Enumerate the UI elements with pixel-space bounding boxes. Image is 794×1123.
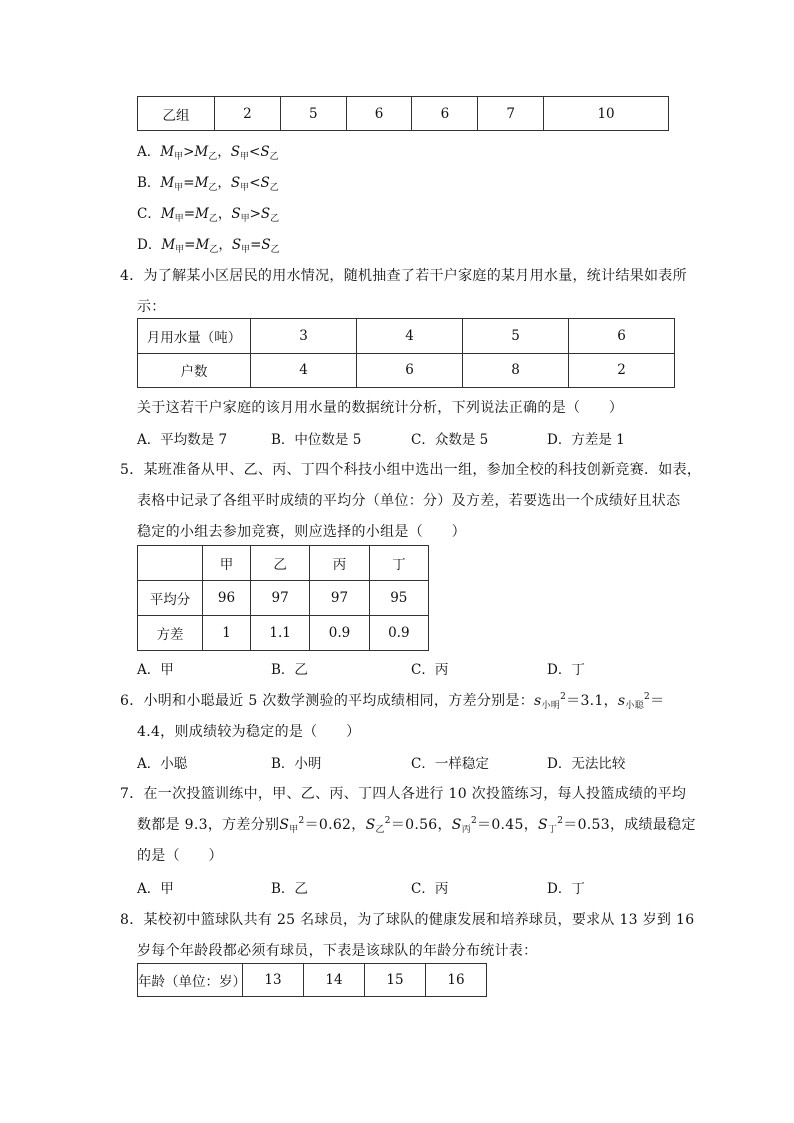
q3-option-d[interactable]: D．$M_甲=M_乙$，$S_甲=S_乙$ xyxy=(137,237,280,255)
table-cell: 96 xyxy=(203,581,251,616)
table-row xyxy=(138,616,429,651)
q5-table xyxy=(137,545,429,651)
q6-option-d[interactable]: D．无法比较 xyxy=(547,756,626,772)
q5-option-d[interactable]: D．丁 xyxy=(547,662,585,678)
table-cell: 0.9 xyxy=(310,616,369,651)
q7-option-d[interactable]: D．丁 xyxy=(547,881,585,897)
table-cell: 方差 xyxy=(138,616,203,651)
q3-option-c[interactable]: C．$M_甲=M_乙$，$S_甲>S_乙$ xyxy=(137,206,280,224)
q4-option-c[interactable]: C．众数是 5 xyxy=(411,432,489,448)
table-cell xyxy=(138,546,203,581)
table-cell: 6 xyxy=(346,97,412,131)
table-cell: 97 xyxy=(250,581,309,616)
table-cell: 5 xyxy=(463,319,569,354)
table-cell: 1 xyxy=(203,616,251,651)
table-cell: 丙 xyxy=(310,546,369,581)
q7-option-c[interactable]: C．丙 xyxy=(411,881,449,897)
table-cell: 10 xyxy=(544,97,669,131)
q4-stem-line2: 示： xyxy=(137,299,166,315)
q4-stem-line1: 4．为了解某小区居民的用水情况，随机抽查了若干户家庭的某月用水量，统计结果如表所 xyxy=(120,268,687,284)
q6-stem-line1: 6．小明和小聪最近 5 次数学测验的平均成绩相同，方差分别是：$s_{小明}^2=3.1$，$s_{小聪}^2=$ xyxy=(120,692,665,711)
q4-question: 关于这若干户家庭的该月用水量的数据统计分析，下列说法正确的是（ ） xyxy=(137,400,624,416)
table-row xyxy=(138,546,429,581)
table-cell: 户数 xyxy=(138,353,251,388)
table-cell: 13 xyxy=(243,964,304,997)
table-cell: 97 xyxy=(310,581,369,616)
table-cell: 7 xyxy=(478,97,544,131)
table-cell: 6 xyxy=(569,319,675,354)
q3-option-a[interactable]: A．$M_甲>M_乙$，$S_甲<S_乙$ xyxy=(137,144,279,162)
table-cell: 4 xyxy=(251,353,357,388)
q7-stem-line1: 7．在一次投篮训练中，甲、乙、丙、丁四人各进行 10 次投篮练习，每人投篮成绩的平均 xyxy=(120,786,687,802)
table-cell: 2 xyxy=(215,97,281,131)
table-cell: 乙组 xyxy=(138,97,215,131)
q4-table xyxy=(137,318,675,388)
table-row xyxy=(138,581,429,616)
q5-option-b[interactable]: B．乙 xyxy=(271,662,308,678)
table-cell: 15 xyxy=(365,964,426,997)
q6-option-b[interactable]: B．小明 xyxy=(271,756,322,772)
table-row xyxy=(138,353,675,388)
table-row xyxy=(138,964,487,997)
table-cell: 6 xyxy=(357,353,463,388)
q4-option-b[interactable]: B．中位数是 5 xyxy=(271,432,362,448)
table-cell: 甲 xyxy=(203,546,251,581)
table-cell: 8 xyxy=(463,353,569,388)
q7-stem-line3: 的是（ ） xyxy=(137,848,223,864)
q6-option-c[interactable]: C．一样稳定 xyxy=(411,756,489,772)
q8-stem-line2: 岁每个年龄段都必须有球员，下表是该球队的年龄分布统计表： xyxy=(137,943,538,959)
q4-option-a[interactable]: A．平均数是 7 xyxy=(137,432,228,448)
q6-option-a[interactable]: A．小聪 xyxy=(137,756,188,772)
table-cell: 乙 xyxy=(250,546,309,581)
table-cell: 3 xyxy=(251,319,357,354)
table-cell: 4 xyxy=(357,319,463,354)
q7-stem-line2: 数都是 9.3，方差分别$S_甲^2=0.62$，$S_乙^2=0.56$，$S_丙^2=0.45$，$S_丁^2=0.53$，成绩最稳定 xyxy=(137,816,696,835)
q7-option-b[interactable]: B．乙 xyxy=(271,881,308,897)
q3-table xyxy=(137,96,669,131)
table-cell: 0.9 xyxy=(369,616,428,651)
table-cell: 月用水量（吨） xyxy=(138,319,251,354)
q5-option-c[interactable]: C．丙 xyxy=(411,662,449,678)
table-row xyxy=(138,97,669,131)
table-cell: 1.1 xyxy=(250,616,309,651)
q5-stem-line2: 表格中记录了各组平时成绩的平均分（单位：分）及方差，若要选出一个成绩好且状态 xyxy=(137,493,681,509)
q5-option-a[interactable]: A．甲 xyxy=(137,662,174,678)
q4-option-d[interactable]: D．方差是 1 xyxy=(547,432,625,448)
q8-stem-line1: 8．某校初中篮球队共有 25 名球员，为了球队的健康发展和培养球员，要求从 13 岁到 16 xyxy=(120,912,695,928)
table-cell: 5 xyxy=(280,97,346,131)
table-cell: 平均分 xyxy=(138,581,203,616)
q5-stem-line3: 稳定的小组去参加竞赛，则应选择的小组是（ ） xyxy=(137,524,466,540)
table-row xyxy=(138,319,675,354)
q5-stem-line1: 5．某班准备从甲、乙、丙、丁四个科技小组中选出一组，参加全校的科技创新竞赛．如表， xyxy=(120,462,702,478)
table-cell: 95 xyxy=(369,581,428,616)
table-cell: 6 xyxy=(412,97,478,131)
q7-option-a[interactable]: A．甲 xyxy=(137,881,174,897)
table-cell: 2 xyxy=(569,353,675,388)
table-cell: 年龄（单位：岁） xyxy=(138,964,243,997)
q6-stem-line2: 4.4，则成绩较为稳定的是（ ） xyxy=(137,724,361,740)
table-cell: 丁 xyxy=(369,546,428,581)
q3-option-b[interactable]: B．$M_甲=M_乙$，$S_甲<S_乙$ xyxy=(137,175,279,193)
table-cell: 14 xyxy=(304,964,365,997)
q8-table xyxy=(137,963,487,997)
table-cell: 16 xyxy=(426,964,487,997)
